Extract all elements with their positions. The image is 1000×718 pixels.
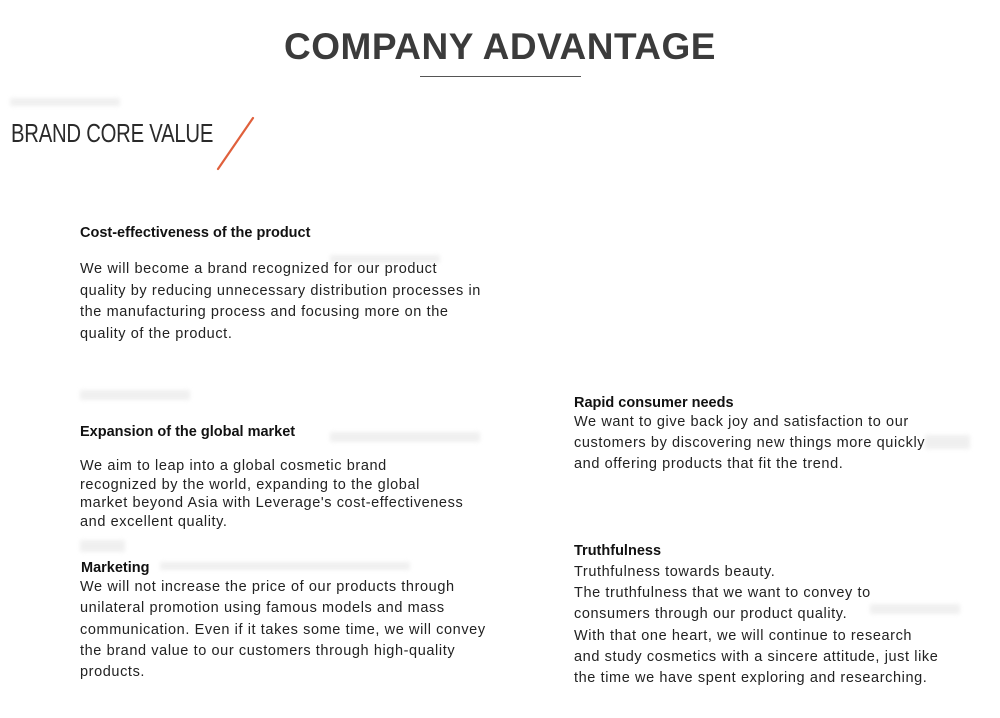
section-marketing xyxy=(80,560,540,683)
section-heading: Truthfulness xyxy=(574,543,662,559)
blurred-text-strip xyxy=(10,98,120,106)
section-heading: Cost-effectiveness of the product xyxy=(80,225,311,241)
section-cost-effectiveness xyxy=(80,225,520,345)
section-heading: Marketing xyxy=(81,560,150,576)
section-heading: Expansion of the global market xyxy=(80,424,296,440)
section-heading: Rapid consumer needs xyxy=(574,395,734,411)
section-body: We aim to leap into a global cosmetic brand recognized by the world, expanding to the global market beyond Asia with Leverage's cost-effectiveness and excellent quality. xyxy=(80,458,464,531)
slash-accent-line xyxy=(218,118,253,169)
brand-core-value-heading: BRAND CORE VALUE xyxy=(11,118,214,148)
section-body: We want to give back joy and satisfaction to our customers by discovering new things more quickly and offering products that fit the trend. xyxy=(574,414,926,472)
page-title: COMPANY ADVANTAGE xyxy=(284,26,716,67)
title-divider xyxy=(420,76,581,77)
blurred-text-strip xyxy=(80,540,125,552)
section-global-market xyxy=(80,424,520,532)
blurred-text-strip xyxy=(80,390,190,400)
section-body: Truthfulness towards beauty. The truthfulness that we want to convey to consumers through our product quality. With that one heart, we will continue to research and study cosmetics with a sincere attitude, just like the time we have spent exploring and researching. xyxy=(574,564,939,687)
section-truthfulness xyxy=(574,543,994,689)
section-body: We will not increase the price of our products through unilateral promotion using famous models and mass communication. Even if it takes some time, we will convey the brand value to our customers through high-quality products. xyxy=(80,579,486,681)
slash-accent-icon xyxy=(215,116,257,172)
section-body: We will become a brand recognized for our product quality by reducing unnecessary distribution processes in the manufacturing process and focusing more on the quality of the product. xyxy=(80,261,481,342)
section-rapid-consumer-needs xyxy=(574,395,994,475)
